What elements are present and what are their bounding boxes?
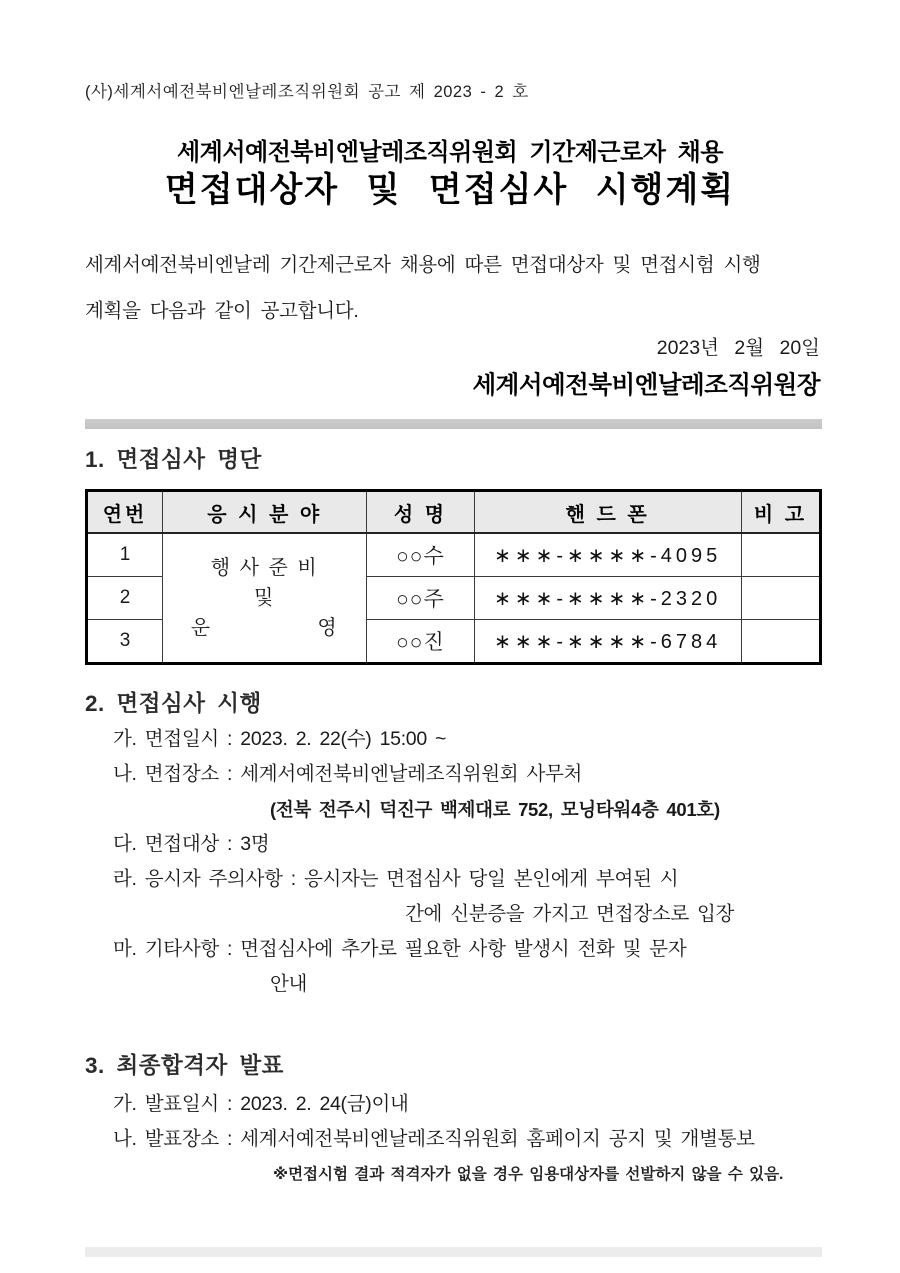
row-1-phone: ∗∗∗-∗∗∗∗-4095 [474,533,741,577]
row-1-name: ○○수 [367,533,474,577]
header-no: 연번 [87,491,163,534]
section-3-list [113,1087,893,1192]
section-3-heading: 3. 최종합격자 발표 [85,1053,284,1078]
section-2-heading: 2. 면접심사 시행 [85,691,262,716]
interview-datetime: 가. 면접일시 : 2023. 2. 22(수) 15:00 ~ [113,728,447,750]
row-2-name: ○○주 [367,577,474,620]
applicant-caution: 라. 응시자 주의사항 : 응시자는 면접심사 당일 본인에게 부여된 시 [113,868,679,890]
field-line-3-right: 영 [317,617,339,639]
row-2-no: 2 [87,577,163,620]
field-line-3-left: 운 [190,617,213,639]
row-1-note [741,533,820,577]
row-2-phone: ∗∗∗-∗∗∗∗-2320 [474,577,741,620]
document-title: 면접대상자 및 면접심사 시행계획 [164,171,736,209]
table-row [87,533,821,577]
row-3-note [741,620,820,664]
interview-roster-table [85,489,822,665]
applicant-caution-continued: 간에 신분증을 가지고 면접장소로 입장 [405,903,735,925]
etc-item-continued: 안내 [270,973,308,995]
row-1-no: 1 [87,533,163,577]
interview-place-address: (전북 전주시 덕진구 백제대로 752, 모닝타워4층 401호) [270,799,720,820]
table-header-row [87,491,821,534]
row-3-name: ○○진 [367,620,474,664]
row-3-no: 3 [87,620,163,664]
document-subtitle: 세계서예전북비엔날레조직위원회 기간제근로자 채용 [176,139,724,166]
etc-item: 마. 기타사항 : 면접심사에 추가로 필요한 사항 발생시 전화 및 문자 [113,938,687,960]
announcement-date: 2023년 2월 20일 [656,337,820,359]
section-2-list [113,722,873,1002]
header-name: 성 명 [367,491,474,534]
section-1-heading: 1. 면접심사 명단 [85,447,262,472]
final-note: ※면접시험 결과 적격자가 없을 경우 임용대상자를 선발하지 않을 수 있음. [273,1166,784,1183]
intro-paragraph [85,242,825,334]
document-number: (사)세계서예전북비엔날레조직위원회 공고 제 2023 - 2 호 [85,83,529,101]
row-3-phone: ∗∗∗-∗∗∗∗-6784 [474,620,741,664]
field-line-3 [181,613,349,643]
interview-count: 다. 면접대상 : 3명 [113,833,270,855]
announce-place: 나. 발표장소 : 세계서예전북비엔날레조직위원회 홈페이지 공지 및 개별통보 [113,1128,755,1150]
field-merged-cell [163,533,367,664]
row-2-note [741,577,820,620]
bottom-divider-bar [85,1247,822,1257]
signature-divider-bar [85,419,822,429]
announce-datetime: 가. 발표일시 : 2023. 2. 24(금)이내 [113,1093,409,1115]
header-phone: 핸 드 폰 [474,491,741,534]
interview-place: 나. 면접장소 : 세계서예전북비엔날레조직위원회 사무처 [113,763,583,785]
header-note: 비 고 [741,491,820,534]
field-line-2: 및 [254,587,276,609]
field-line-1: 행 사 준 비 [210,557,319,579]
field-text [181,553,349,643]
intro-line-1: 세계서예전북비엔날레 기간제근로자 채용에 따른 면접대상자 및 면접시험 시행 [85,254,761,276]
intro-line-2: 계획을 다음과 같이 공고합니다. [85,300,359,322]
issuer-signature: 세계서예전북비엔날레조직위원장 [472,372,820,399]
header-field: 응 시 분 야 [163,491,367,534]
